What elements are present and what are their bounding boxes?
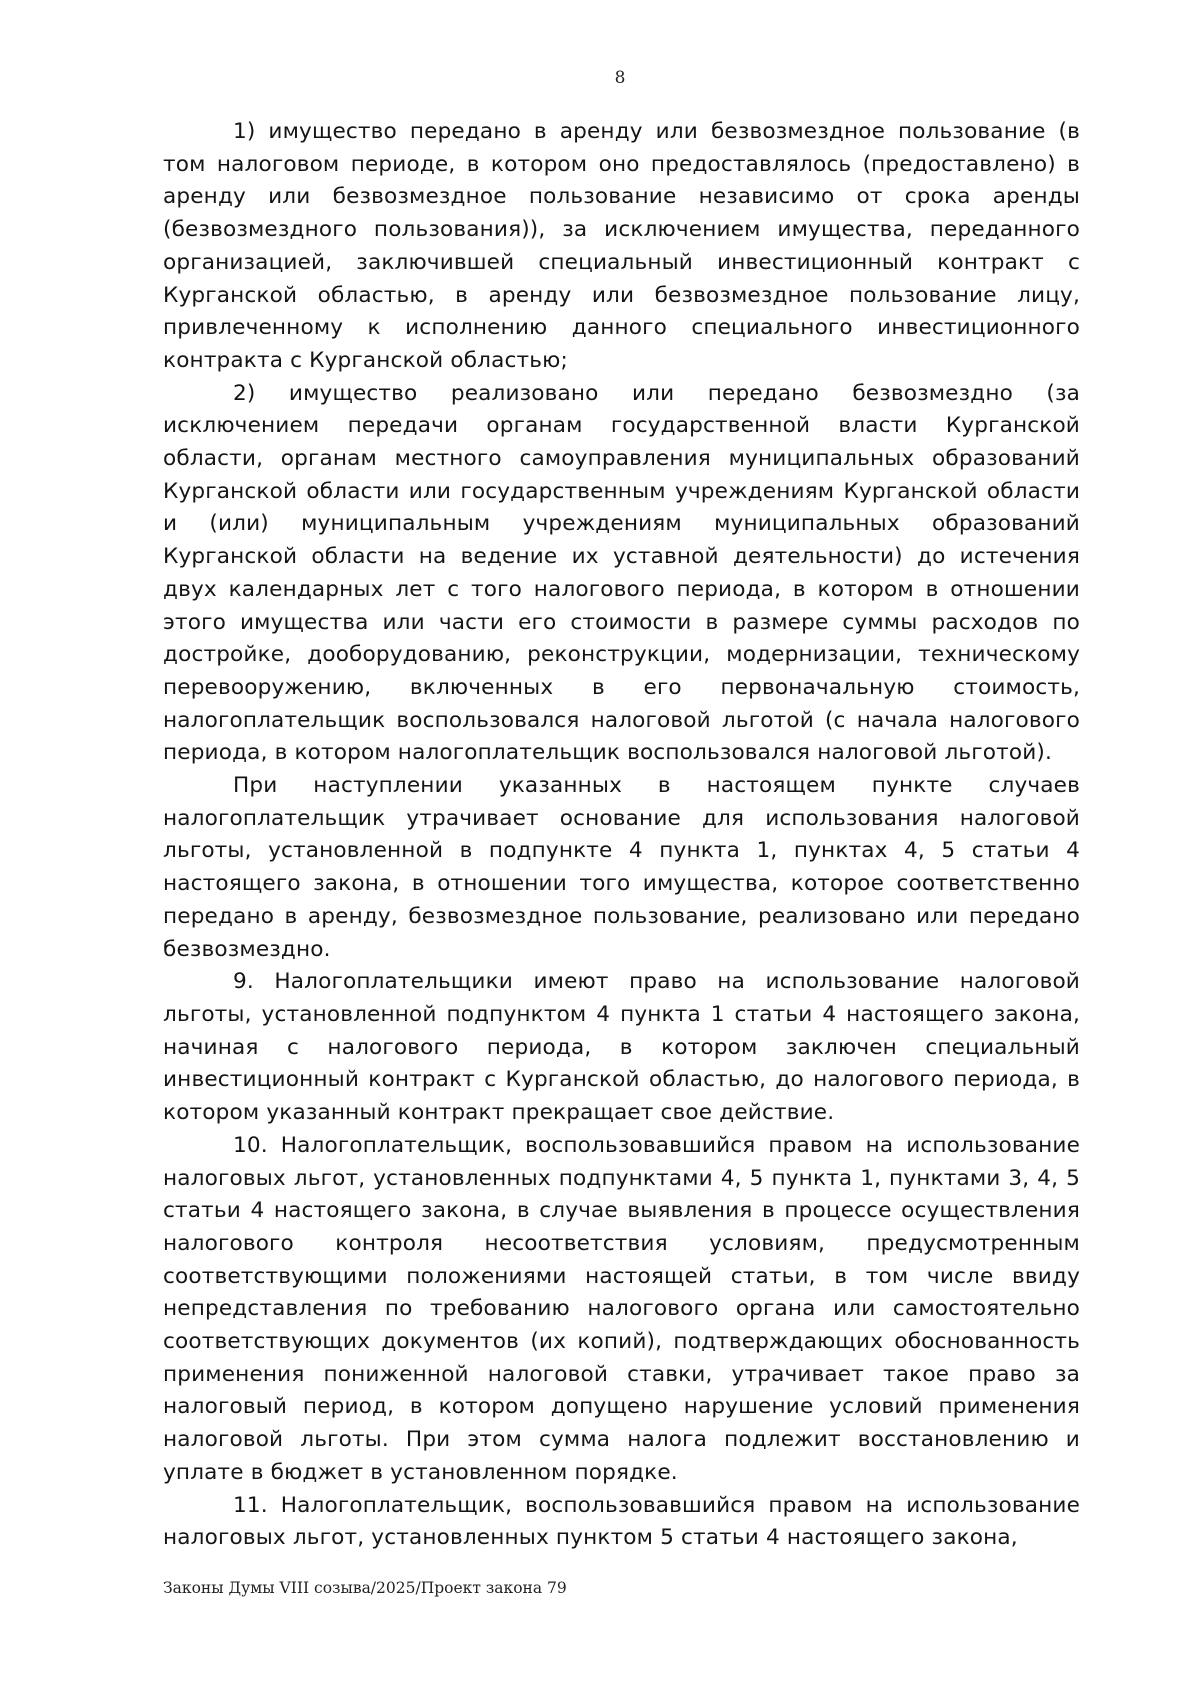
document-footer: Законы Думы VIII созыва/2025/Проект закона 79 — [163, 1579, 567, 1597]
paragraph-item-2: 2) имущество реализовано или передано безвозмездно (за исключением передачи органам государственной власти Курганской области, органам местного самоуправления муниципальных образований Курганской области или государственным учреждениям Курганской области и (или) муниципальным учреждениям муниципальных образований Курганской области на ведение их уставной деятельности) до истечения двух календарных лет с того налогового периода, в котором в отношении этого имущества или части его стоимости в размере суммы расходов по достройке, дооборудованию, реконструкции, модернизации, техническому перевооружению, включенных в его первоначальную стоимость, налогоплательщик воспользовался налоговой льготой (с начала налогового периода, в котором налогоплательщик воспользовался налоговой льготой). — [163, 380, 1080, 766]
paragraph-item-1: 1) имущество передано в аренду или безвозмездное пользование (в том налоговом периоде, в котором оно предоставлялось (предоставлено) в аренду или безвозмездное пользование независимо от срока аренды (безвозмездного пользования)), за исключением имущества, переданного организацией, заключившей специальный инвестиционный контракт с Курганской областью, в аренду или безвозмездное пользование лицу, привлеченному к исполнению данного специального инвестиционного контракта с Курганской областью; — [163, 119, 1080, 373]
paragraph-point-10: 10. Налогоплательщик, воспользовавшийся правом на использование налоговых льгот, установленных подпунктами 4, 5 пункта 1, пунктами 3, 4, 5 статьи 4 настоящего закона, в случае выявления в процессе осуществления налогового контроля несоответствия условиям, предусмотренным соответствующими положениями настоящей статьи, в том числе ввиду непредставления по требованию налогового органа или самостоятельно соответствующих документов (их копий), подтверждающих обоснованность применения пониженной налоговой ставки, утрачивает такое право за налоговый период, в котором допущено нарушение условий применения налоговой льготы. При этом сумма налога подлежит восстановлению и уплате в бюджет в установленном порядке. — [163, 1132, 1080, 1485]
document-body — [163, 116, 1080, 1555]
paragraph-point-11: 11. Налогоплательщик, воспользовавшийся правом на использование налоговых льгот, установленных пунктом 5 статьи 4 настоящего закона, — [163, 1492, 1080, 1551]
page-number: 8 — [614, 68, 626, 88]
paragraph-point-9: 9. Налогоплательщики имеют право на использование налоговой льготы, установленной подпунктом 4 пункта 1 статьи 4 настоящего закона, начиная с налогового периода, в котором заключен специальный инвестиционный контракт с Курганской областью, до налогового периода, в котором указанный контракт прекращает свое действие. — [163, 969, 1080, 1126]
paragraph-consequence: При наступлении указанных в настоящем пункте случаев налогоплательщик утрачивает основание для использования налоговой льготы, установленной в подпункте 4 пункта 1, пунктах 4, 5 статьи 4 настоящего закона, в отношении того имущества, которое соответственно передано в аренду, безвозмездное пользование, реализовано или передано безвозмездно. — [163, 773, 1080, 962]
